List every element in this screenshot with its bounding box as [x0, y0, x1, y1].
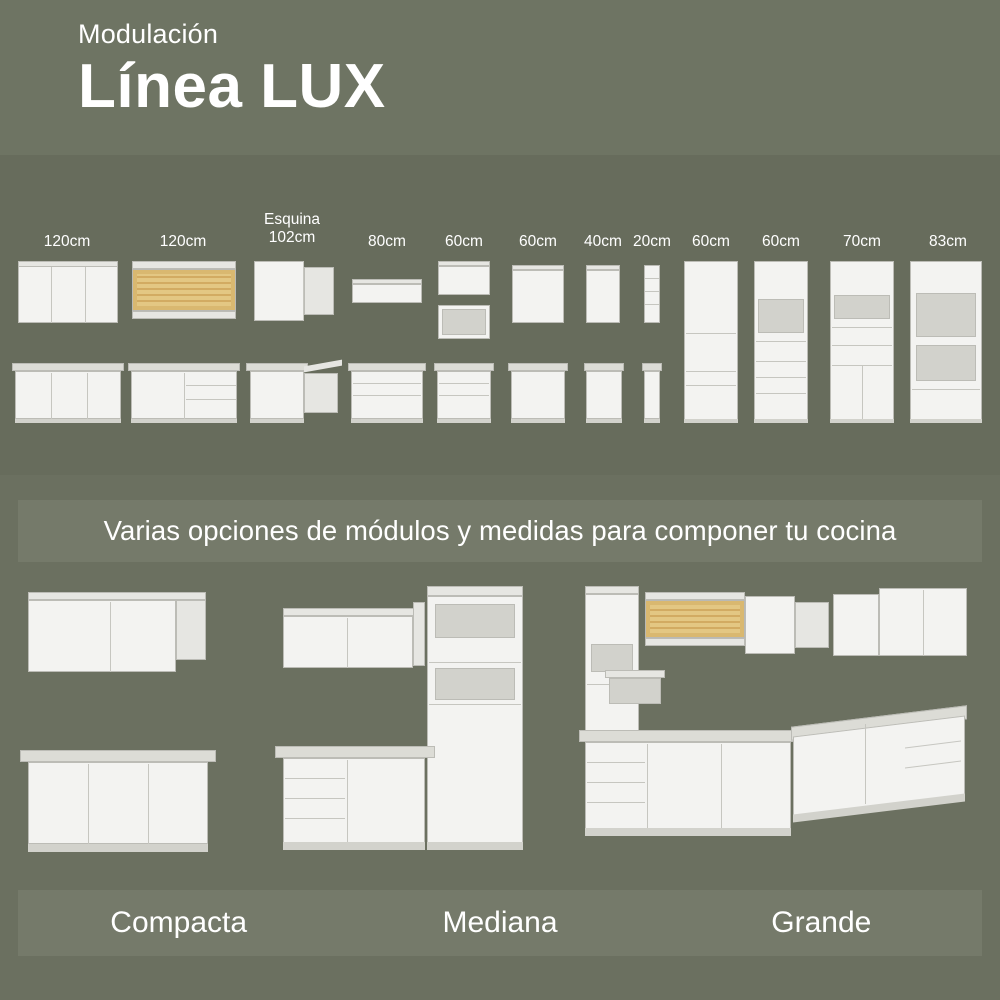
module-item-80cm: [348, 233, 426, 251]
module-item-20cm: [630, 233, 674, 251]
module-upper-cabinet-wood: [132, 261, 236, 323]
module-label: 20cm: [633, 233, 671, 250]
module-label: 60cm: [445, 233, 483, 250]
module-label: 60cm: [692, 233, 730, 250]
module-tall-column: [684, 261, 738, 423]
kitchen-layouts: [0, 562, 1000, 887]
module-upper-open-shelf: [438, 305, 490, 339]
module-lower-cabinet: [348, 363, 426, 423]
module-lower-cabinet: [584, 363, 624, 423]
module-lower-cabinet: [12, 363, 124, 423]
module-label: 120cm: [159, 233, 207, 250]
footer-label-grande: Grande: [771, 906, 872, 939]
module-upper-cabinet: [512, 265, 564, 323]
module-lower-cabinet: [128, 363, 240, 423]
module-upper-corner: [254, 261, 334, 323]
module-item-83cm-tall: [906, 233, 990, 251]
modules-band: [0, 155, 1000, 475]
module-item-120cm-a: [12, 233, 122, 251]
footer-label-compacta: Compacta: [110, 906, 248, 939]
module-tall-column-open: [754, 261, 808, 423]
module-label: 40cm: [584, 233, 622, 250]
module-item-70cm-tall: [826, 233, 898, 251]
module-item-40cm: [578, 233, 628, 251]
module-tall-column-shelves: [830, 261, 894, 423]
feature-banner: [18, 500, 982, 562]
module-upper-bottle-rack: [644, 265, 660, 323]
module-label: 70cm: [843, 233, 881, 250]
module-label: 60cm: [762, 233, 800, 250]
module-upper-cabinet: [352, 279, 422, 303]
module-label: 60cm: [519, 233, 557, 250]
module-item-esquina-102cm: [246, 211, 338, 247]
module-label: 120cm: [43, 233, 91, 250]
module-item-60cm-b: [508, 233, 568, 251]
module-item-60cm-tall-open: [750, 233, 812, 251]
kitchen-grande: [575, 574, 975, 869]
page-title: Línea LUX: [78, 52, 386, 121]
module-item-60cm-a: [434, 233, 494, 251]
module-label: 83cm: [929, 233, 967, 250]
module-upper-cabinet: [586, 265, 620, 323]
module-lower-cabinet: [434, 363, 494, 423]
module-item-120cm-wood: [128, 233, 238, 251]
module-lower-corner: [246, 363, 342, 423]
module-tall-oven-column: [910, 261, 982, 423]
module-upper-cabinet: [438, 261, 490, 295]
module-lower-cabinet: [508, 363, 568, 423]
module-upper-cabinet: [18, 261, 118, 323]
footer-label-mediana: Mediana: [442, 906, 558, 939]
kitchen-size-footer: [18, 890, 982, 956]
page-header: [0, 0, 1000, 155]
module-lower-bottle-rack: [642, 363, 662, 423]
kitchen-compacta: [20, 582, 220, 862]
module-label: 102cm: [268, 229, 316, 246]
header-subtitle: Modulación: [78, 19, 219, 49]
module-item-60cm-tall: [680, 233, 742, 251]
banner-text: Varias opciones de módulos y medidas para componer tu cocina: [103, 515, 897, 546]
kitchen-mediana: [275, 576, 545, 866]
module-label: 80cm: [368, 233, 406, 250]
module-corner-label: Esquina: [263, 211, 320, 228]
